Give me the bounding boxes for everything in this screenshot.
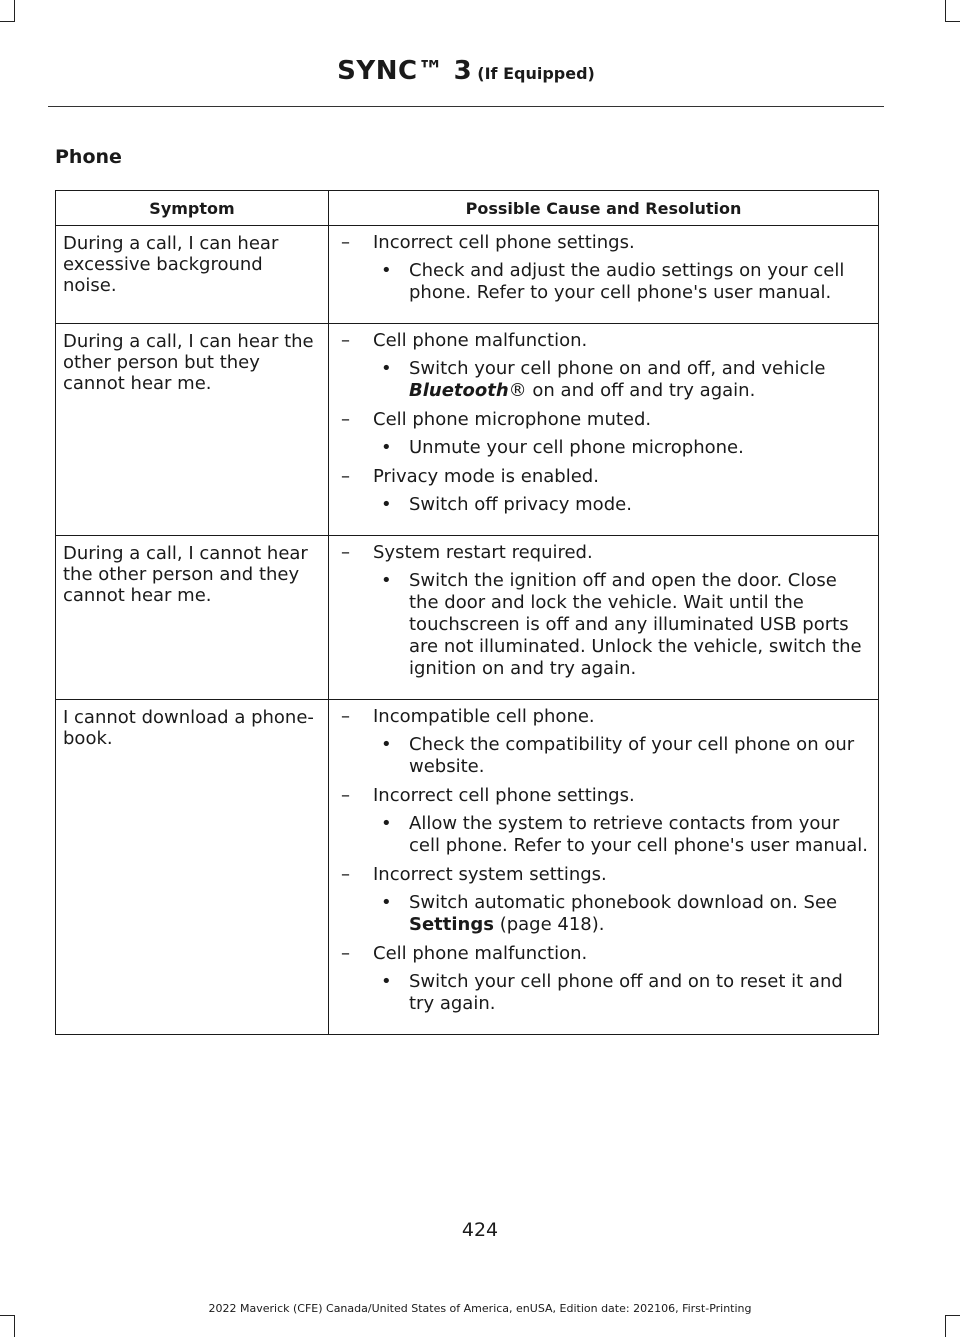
cause-text: Incorrect cell phone settings. [373, 785, 635, 806]
bullet-glyph: • [381, 813, 392, 834]
cause-item [341, 466, 872, 487]
symptom-cell: During a call, I cannot hear the other person and they cannot hear me. [56, 536, 329, 700]
crop-mark [0, 21, 15, 22]
crop-mark [14, 0, 15, 22]
table-row [56, 226, 879, 324]
resolution-text: Switch your cell phone off and on to reset it and try again. [409, 971, 843, 1014]
cause-text: Cell phone microphone muted. [373, 409, 652, 430]
crop-mark [945, 0, 946, 22]
cause-item [341, 785, 872, 806]
resolution-item [341, 494, 872, 516]
bullet-glyph: • [381, 437, 392, 458]
bullet-glyph: • [381, 358, 392, 379]
resolution-text-part: (page 418). [493, 914, 605, 935]
resolution-item [341, 892, 872, 936]
cause-text: Privacy mode is enabled. [373, 466, 599, 487]
resolution-item [341, 437, 872, 459]
bullet-glyph: • [381, 494, 392, 515]
page-header [48, 56, 884, 86]
header-divider [48, 106, 884, 107]
column-header-cause: Possible Cause and Resolution [329, 191, 879, 226]
header-subtitle: (If Equipped) [477, 64, 595, 83]
dash-glyph: – [341, 330, 350, 351]
cause-item [341, 330, 872, 351]
column-header-symptom: Symptom [56, 191, 329, 226]
cause-item [341, 864, 872, 885]
dash-glyph: – [341, 542, 350, 563]
table-row [56, 700, 879, 1035]
resolution-text [409, 358, 825, 401]
cause-cell [329, 226, 879, 324]
resolution-item [341, 358, 872, 402]
resolution-text-part: Switch automatic phonebook download on. See [409, 892, 838, 913]
dash-glyph: – [341, 785, 350, 806]
resolution-text: Allow the system to retrieve contacts from your cell phone. Refer to your cell phone's user manual. [409, 813, 868, 856]
cause-item [341, 232, 872, 253]
symptom-table [55, 190, 879, 1035]
crop-mark [945, 21, 960, 22]
resolution-item [341, 570, 872, 680]
page-number: 424 [461, 1219, 499, 1241]
resolution-text: Switch off privacy mode. [409, 494, 632, 515]
dash-glyph: – [341, 864, 350, 885]
resolution-item [341, 813, 872, 857]
cause-cell [329, 324, 879, 536]
resolution-item [341, 260, 872, 304]
cause-item [341, 706, 872, 727]
dash-glyph: – [341, 466, 350, 487]
section-title: Phone [55, 146, 122, 168]
cause-text: Incorrect cell phone settings. [373, 232, 635, 253]
table-row [56, 324, 879, 536]
cause-text: Incorrect system settings. [373, 864, 607, 885]
bluetooth-term: Bluetooth [409, 380, 509, 401]
resolution-item [341, 734, 872, 778]
crop-mark [945, 1315, 946, 1337]
cause-text: Incompatible cell phone. [373, 706, 595, 727]
settings-link[interactable]: Settings [409, 914, 494, 935]
bullet-glyph: • [381, 570, 392, 591]
resolution-text [409, 892, 837, 935]
cause-cell [329, 536, 879, 700]
symptom-cell: I cannot download a phone-book. [56, 700, 329, 1035]
resolution-text: Check the compatibility of your cell phone on our website. [409, 734, 855, 777]
cause-text: Cell phone malfunction. [373, 943, 588, 964]
table-header-row [56, 191, 879, 226]
dash-glyph: – [341, 706, 350, 727]
table-row [56, 536, 879, 700]
page-footer: 2022 Maverick (CFE) Canada/United States of America, enUSA, Edition date: 202106, First-Printing [208, 1302, 752, 1315]
cause-item [341, 542, 872, 563]
bullet-glyph: • [381, 892, 392, 913]
bullet-glyph: • [381, 260, 392, 281]
crop-mark [945, 1315, 960, 1316]
bullet-glyph: • [381, 734, 392, 755]
cause-text: Cell phone malfunction. [373, 330, 588, 351]
dash-glyph: – [341, 232, 350, 253]
symptom-cell: During a call, I can hear excessive background noise. [56, 226, 329, 324]
resolution-text-part: ® on and off and try again. [508, 380, 756, 401]
resolution-text-part: Switch your cell phone on and off, and vehicle [409, 358, 826, 379]
cause-cell [329, 700, 879, 1035]
symptom-cell: During a call, I can hear the other person but they cannot hear me. [56, 324, 329, 536]
crop-mark [14, 1315, 15, 1337]
resolution-text: Check and adjust the audio settings on your cell phone. Refer to your cell phone's user manual. [409, 260, 845, 303]
dash-glyph: – [341, 943, 350, 964]
cause-text: System restart required. [373, 542, 593, 563]
resolution-text: Unmute your cell phone microphone. [409, 437, 744, 458]
dash-glyph: – [341, 409, 350, 430]
bullet-glyph: • [381, 971, 392, 992]
cause-item [341, 409, 872, 430]
header-title: SYNC™ 3 [337, 56, 473, 86]
resolution-text: Switch the ignition off and open the door. Close the door and lock the vehicle. Wait until the touchscreen is off and any illuminated USB ports are not illuminated. Unlock the vehicle, switch the ignition on and try again. [409, 570, 862, 679]
crop-mark [0, 1315, 15, 1316]
resolution-item [341, 971, 872, 1015]
cause-item [341, 943, 872, 964]
